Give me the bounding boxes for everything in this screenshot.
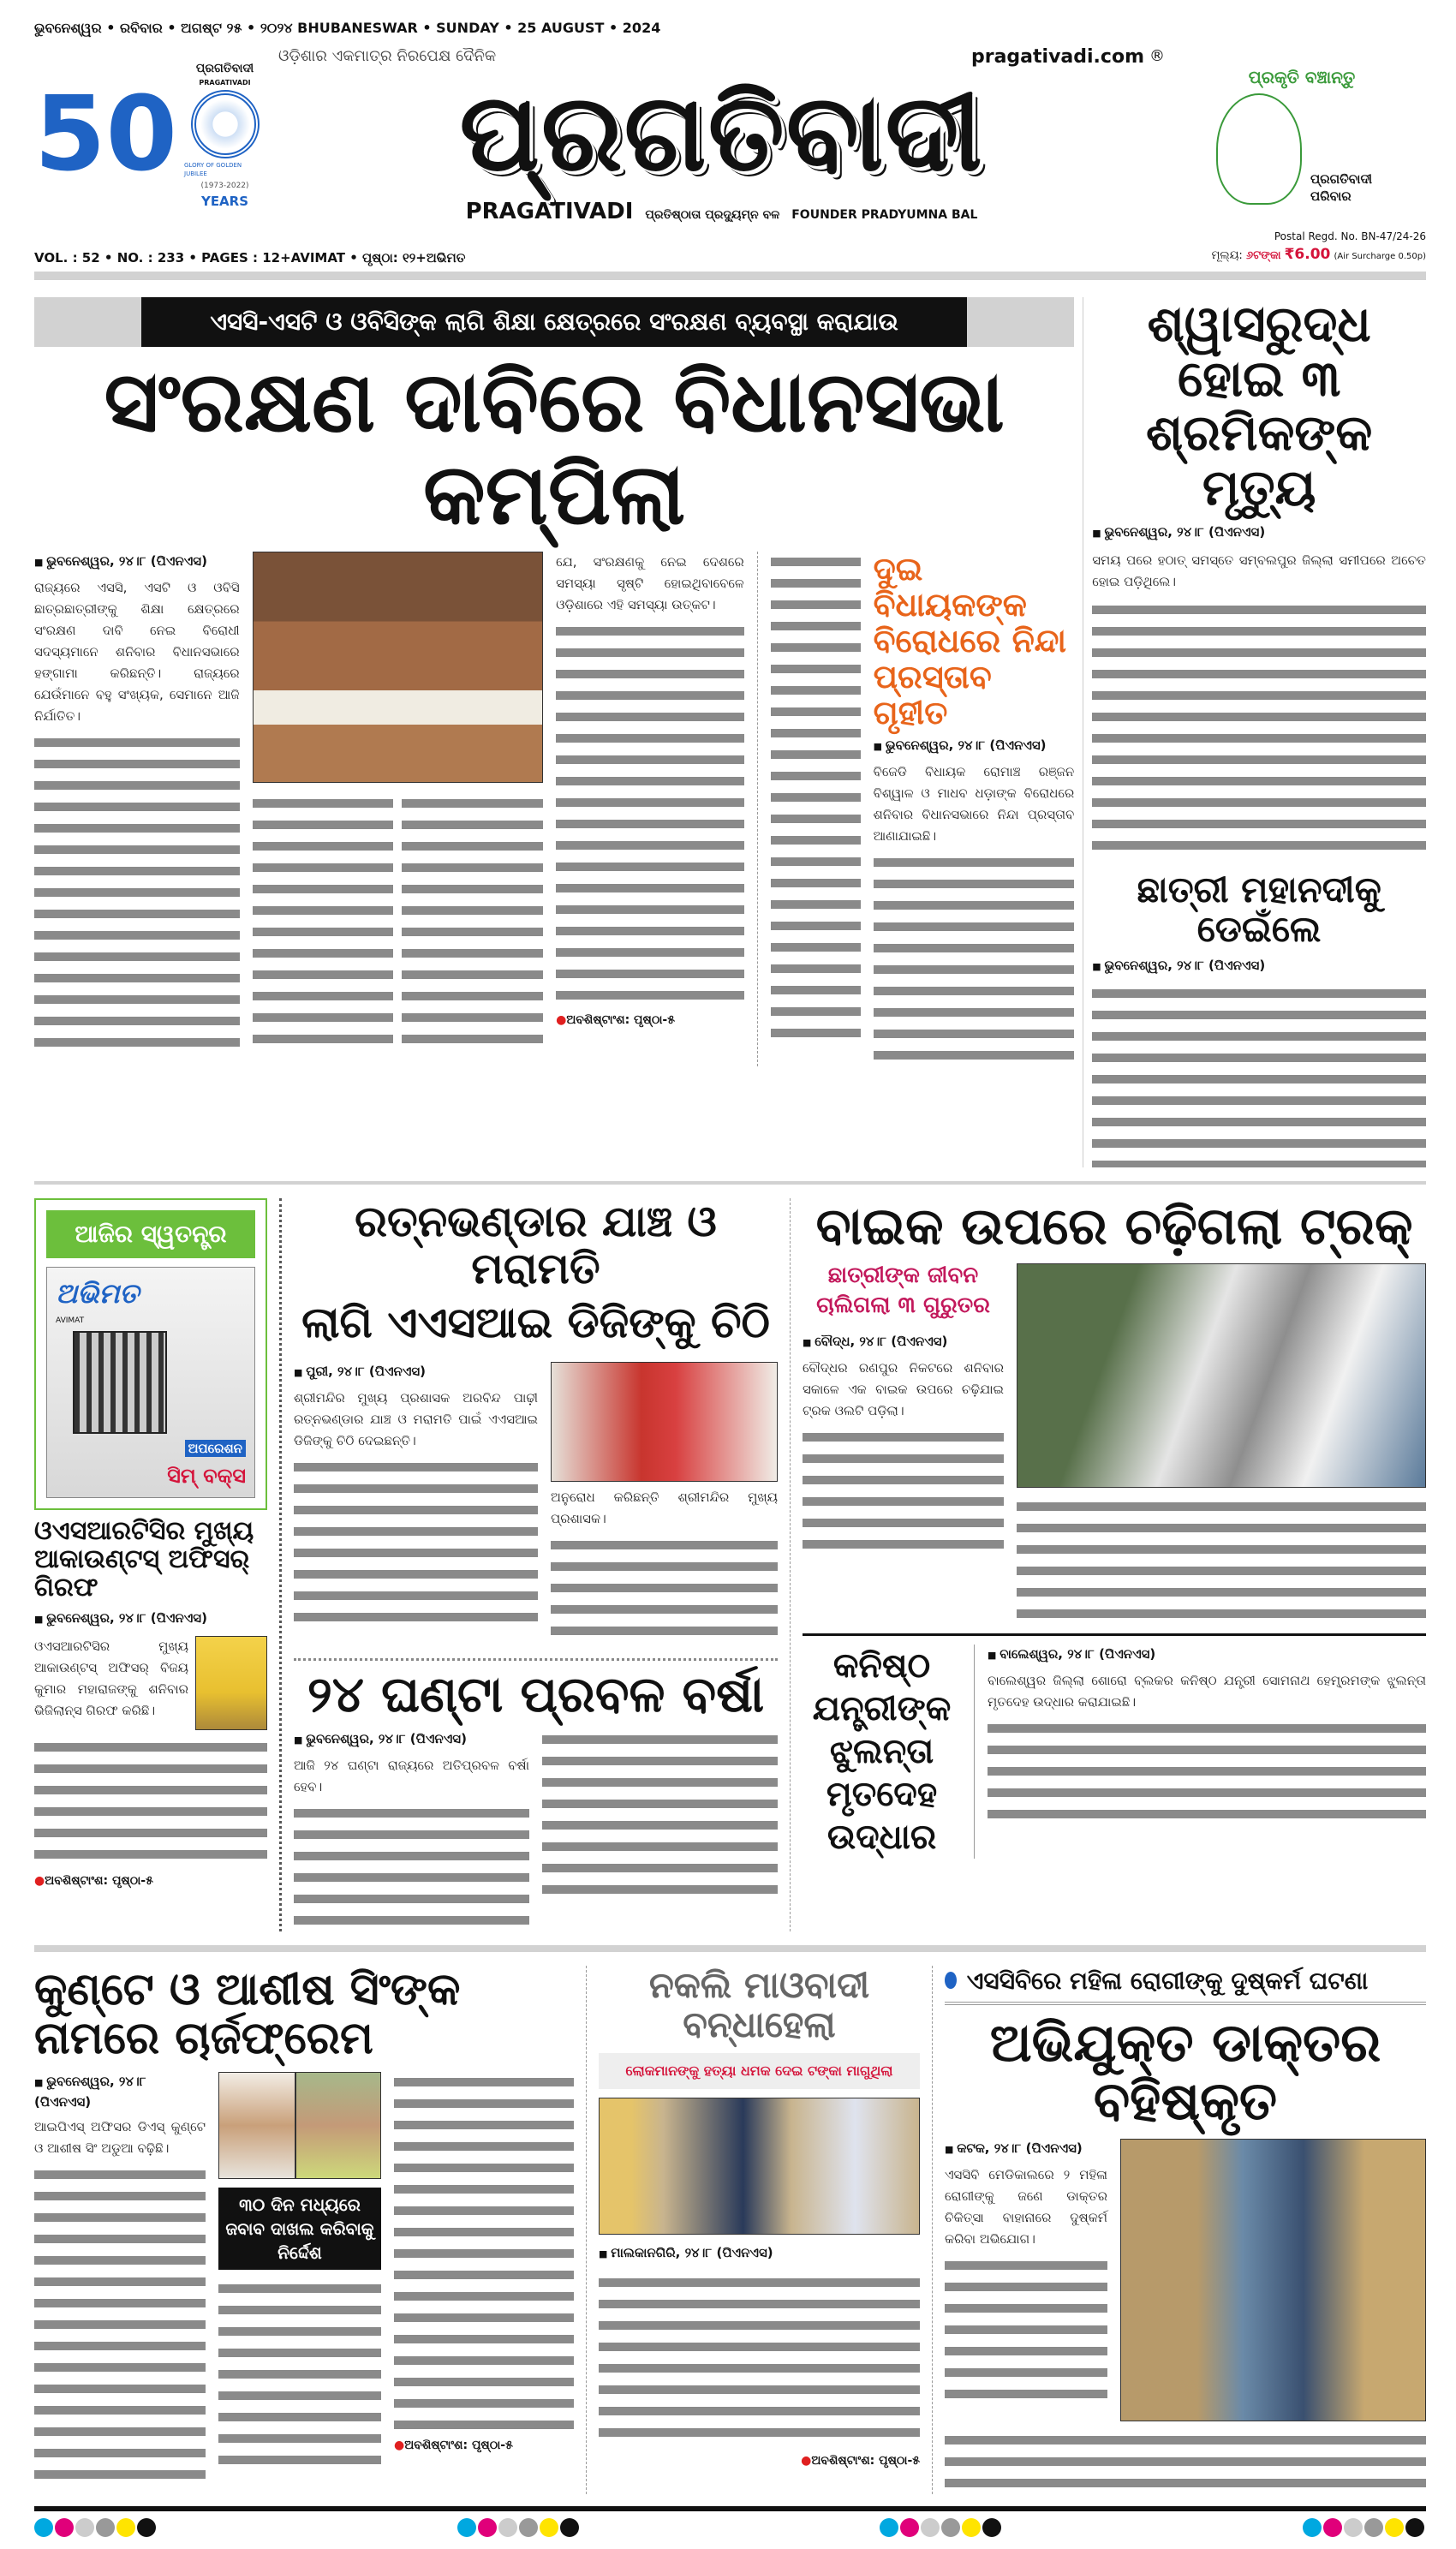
special-box[interactable]	[34, 1198, 267, 1510]
assembly-photo	[253, 552, 543, 783]
newspaper-title: ପ୍ରଗତିବାଦୀ	[459, 71, 984, 195]
maoist-callout: ଲୋକମାନଙ୍କୁ ହତ୍ୟା ଧମକ ଦେଇ ଟଙ୍କା ମାଗୁଥିଲା	[599, 2053, 920, 2089]
kunte-headline: କୁଣ୍ଟେ ଓ ଆଶୀଷ ସିଂଙ୍କ ନାମରେ ଚାର୍ଜଫ୍ରେମ	[34, 1964, 461, 2065]
bullet-icon	[945, 1972, 957, 1989]
column-divider	[974, 1645, 975, 1859]
lead-headline: ସଂରକ୍ଷଣ ଦାବିରେ ବିଧାନସଭା କମ୍ପିଲା	[104, 353, 1005, 544]
vol-row	[34, 230, 1426, 266]
left-column	[34, 1198, 267, 1931]
section-divider	[34, 1181, 1426, 1185]
rain-body-text	[294, 1803, 529, 1931]
kunte-body-text	[394, 2072, 574, 2432]
kunte-jump: ● ଅବଶିଷ୍ଟାଂଶ: ପୃଷ୍ଠା-୫	[394, 2437, 574, 2454]
truck-body: ବୌଦ୍ଧର ରଣପୁର ନିକଟରେ ଶନିବାର ସକାଳେ ଏକ ବାଇକ ଉପରେ ଚଢ଼ିଯାଇ ଟ୍ରକ ଓଲଟି ପଡ଼ିଲା।	[803, 1359, 1004, 1418]
kunte-body: ଆଇପିଏସ୍ ଅଫିସର ଡିଏସ୍ କୁଣ୍ଟେ ଓ ଆଶୀଷ ସିଂ ଅଡୁଆ ବଢ଼ିଛି।	[34, 2119, 206, 2157]
truck-story	[803, 1263, 1004, 1555]
scb-body-text	[945, 2255, 1107, 2409]
color-mark-set	[34, 2518, 158, 2540]
column-divider	[586, 1966, 587, 2494]
lead-dateline: ■ ଭୁବନେଶ୍ୱର, ୨୪।୮ (ପିଏନଏସ)	[34, 552, 240, 572]
ratna-rain-divider	[294, 1658, 778, 1661]
maoist-dateline: ■ ମାଲକାନଗିରି, ୨୪।୮ (ପିଏନଏସ)	[599, 2243, 920, 2264]
osrtc-body: ଓଏସଆରଟିସିର ମୁଖ୍ୟ ଆକାଉଣ୍ଟସ୍ ଅଫିସର୍ ବିଜୟ କୁମାର ମହାରାଜଙ୍କୁ ଶନିବାର ଭିଜିଲାନ୍ସ ଗିରଫ କରିଛି।	[34, 1639, 188, 1719]
accused-doctor-photo	[1120, 2139, 1426, 2421]
kunte-callout: ୩୦ ଦିନ ମଧ୍ୟରେ ଜବାବ ଦାଖଲ କରିବାକୁ ନିର୍ଦ୍ଦେଶ	[218, 2188, 381, 2270]
section-divider	[34, 1945, 1426, 1952]
workers-body-text	[1092, 600, 1426, 857]
osrtc-dateline: ■ ଭୁବନେଶ୍ୱର, ୨୪।୮ (ପିଏନଏସ)	[34, 1609, 267, 1629]
kunte-photo	[218, 2072, 295, 2179]
rain-dateline: ■ ଭୁବନେଶ୍ୱର, ୨୪।୮ (ପିଏନଏସ)	[294, 1729, 529, 1750]
censure-dateline: ■ ଭୁବନେଶ୍ୱର, ୨୪।୮ (ପିଏନଏସ)	[874, 736, 1075, 756]
scb-story	[945, 1966, 1426, 2494]
front-page	[34, 0, 1426, 2549]
kunte-story	[34, 1966, 574, 2494]
color-mark-set	[457, 2518, 581, 2540]
osrtc-body-text	[34, 1737, 267, 1865]
avimat-sub: AVIMAT	[56, 1316, 85, 1326]
lead-body-continued: ଯେ, ସଂରକ୍ଷଣକୁ ନେଇ ଦେଶରେ ସମସ୍ୟା ସୃଷ୍ଟି ହୋଇଥିବାବେଳେ ଓଡ଼ିଶାରେ ଏହି ସମସ୍ୟା ଉତ୍କଟ।	[556, 554, 744, 613]
engineer-body-text	[988, 1718, 1426, 1821]
masthead	[34, 46, 1426, 224]
tagline: ଓଡ଼ିଶାର ଏକମାତ୍ର ନିରପେକ୍ଷ ଦୈନିକ	[278, 47, 497, 65]
date-line: ଭୁବନେଶ୍ୱର • ରବିବାର • ଅଗଷ୍ଟ ୨୫ • ୨୦୨୪ BHUBANESWAR • SUNDAY • 25 AUGUST • 2024	[34, 20, 661, 36]
founder-en: FOUNDER PRADYUMNA BAL	[791, 207, 978, 222]
censure-body: ବିଜେଡି ବିଧାୟକ ରୋମାଞ୍ଚ ରଞ୍ଜନ ବିଶ୍ୱାଳ ଓ ମାଧବ ଧଡ଼ାଙ୍କ ବିରୋଧରେ ଶନିବାର ବିଧାନସଭାରେ ନିନ୍ଦା ପ୍ରସ୍ତାବ ଆଣାଯାଇଛି।	[873, 764, 1075, 845]
ratna-dateline: ■ ପୁରୀ, ୨୪।୮ (ପିଏନଏସ)	[294, 1362, 538, 1382]
price-block	[1212, 245, 1426, 266]
bottom-section	[34, 1966, 1426, 2494]
truck-headline: ବାଇକ ଉପରେ ଚଢ଼ିଗଲା ଟ୍ରକ୍	[815, 1197, 1413, 1257]
rain-body: ଆଜି ୨୪ ଘଣ୍ଟା ରାଜ୍ୟରେ ଅତିପ୍ରବଳ ବର୍ଷା ହେବ।	[294, 1758, 529, 1795]
jubilee-years-range: (1973-2022)	[200, 182, 249, 191]
jubilee-motto: GLORY OF GOLDEN JUBILEE	[184, 162, 242, 178]
founder-or: ପ୍ରତିଷ୍ଠାତା ପ୍ରଦ୍ୟୁମ୍ନ ବଳ	[645, 207, 780, 222]
column-divider	[790, 1198, 791, 1931]
truck-body-text	[1017, 1496, 1426, 1625]
registered-mark: ®	[1149, 47, 1165, 65]
workers-death-headline: ଶ୍ୱାସରୁଦ୍ଧ ହୋଇ ୩ ଶ୍ରମିକଙ୍କ ମୃତ୍ୟୁ	[1146, 294, 1373, 517]
plant-hand-icon	[1216, 93, 1302, 205]
ratna-press-photo	[551, 1362, 778, 1482]
jubilee-number: 50	[34, 75, 177, 194]
truck-column	[803, 1198, 1426, 1931]
ratna-story	[294, 1362, 538, 1628]
truck-subhead-1: ଛାତ୍ରୀଙ୍କ ଜୀବନ	[827, 1263, 979, 1289]
scb-kicker-text: ଏସସିବିରେ ମହିଳା ରୋଗୀଙ୍କୁ ଦୁଷ୍କର୍ମ ଘଟଣା	[966, 1967, 1369, 1996]
nameplate	[278, 46, 1165, 224]
osrtc-jump: ● ଅବଶିଷ୍ଟାଂଶ: ପୃଷ୍ଠା-୫	[34, 1872, 267, 1889]
jubilee-years: YEARS	[200, 194, 249, 210]
column-divider	[279, 1198, 282, 1931]
lead-body-col1	[34, 552, 240, 1054]
color-mark-set	[880, 2518, 1003, 2540]
title-en: PRAGATIVADI	[465, 198, 634, 224]
postal-reg: Postal Regd. No. BN-47/24-26	[1274, 230, 1426, 242]
lead-columns	[34, 552, 1074, 1066]
price-or: ୬ଟଙ୍କା	[1245, 248, 1281, 262]
rain-headline: ୨୪ ଘଣ୍ଟା ପ୍ରବଳ ବର୍ଷା	[307, 1665, 765, 1724]
engineer-body: ବାଲେଶ୍ୱର ଜିଲ୍ଲା ଶୋରୋ ବ୍ଲକର କନିଷ୍ଠ ଯନ୍ତ୍ରୀ ସୋମନାଥ ହେମ୍ବ୍ରମଙ୍କ ଝୁଲନ୍ତା ମୃତଦେହ ଉଦ୍ଧାର କରାଯାଇଛି।	[988, 1673, 1426, 1710]
truck-engineer-divider	[803, 1633, 1426, 1636]
lead-body: ରାଜ୍ୟରେ ଏସସି, ଏସଟି ଓ ଓବିସି ଛାତ୍ରଛାତ୍ରୀଙ୍କୁ ଶିକ୍ଷା କ୍ଷେତ୍ରରେ ସଂରକ୍ଷଣ ଦାବି ନେଇ ବିରୋଧୀ ସଦସ୍ୟମାନେ ଶନିବାର ବିଧାନସଭାରେ ହଙ୍ଗାମା କରିଛନ୍ତି। ରାଜ୍ୟରେ ଯେଉଁମାନେ ବହୁ ସଂଖ୍ୟକ, ସେମାନେ ଆଜି ନିର୍ଯାତିତ।	[34, 580, 240, 725]
lead-sidebar	[771, 552, 861, 1048]
ratna-body-text	[294, 1457, 538, 1628]
lead-kicker-band	[34, 297, 1074, 347]
ratna-body: ଶ୍ରୀମନ୍ଦିର ମୁଖ୍ୟ ପ୍ରଶାସକ ଅରବିନ୍ଦ ପାଢ଼ୀ ରତ୍ନଭଣ୍ଡାର ଯାଞ୍ଚ ଓ ମରାମତି ପାଇଁ ଏଏସଆଇ ଡିଜିଙ୍କୁ ଚିଠି ଦେଇଛନ୍ତି।	[294, 1390, 538, 1449]
truck-accident-photo	[1017, 1263, 1426, 1488]
price: ₹6.00	[1284, 245, 1331, 263]
jubilee-brand: ପ୍ରଗତିବାଦୀ	[195, 62, 254, 76]
jubilee-brand-en: PRAGATIVADI	[199, 79, 251, 87]
nature-family: ପ୍ରଗତିବାଦୀ ପରିବାର	[1310, 170, 1373, 204]
kunte-dateline: ■ ଭୁବନେଶ୍ୱର, ୨୪।୮ (ପିଏନଏସ)	[34, 2072, 206, 2111]
workers-dateline: ■ ଭୁବନେଶ୍ୱର, ୨୪।୮ (ପିଏନଏସ)	[1092, 522, 1426, 543]
ratna-body-text	[551, 1535, 778, 1646]
sim-box-illustration	[73, 1331, 167, 1434]
maoist-arrest-photo	[599, 2098, 920, 2235]
kunte-body-text	[34, 2164, 206, 2490]
censure-body-text	[874, 852, 1075, 1066]
special-label: ଆଜିର ସ୍ୱତନ୍ତ୍ର	[46, 1210, 255, 1258]
osrtc-headline: ଓଏସଆରଟିସିର ମୁଖ୍ୟ ଆକାଉଣ୍ଟସ୍ ଅଫିସର୍ ଗିରଫ	[34, 1516, 254, 1603]
student-body-text	[1092, 983, 1426, 1167]
lead-body-text	[34, 732, 240, 1054]
kunte-body-text	[218, 2278, 381, 2475]
column-divider	[932, 1966, 933, 2494]
workers-body: ସମୟ ପରେ ହଠାତ୍ ସମସ୍ତେ ସମ୍ବଲପୁର ଜିଲ୍ଲା ସମୀପରେ ଅଚେତ ହୋଇ ପଡ଼ିଥିଲେ।	[1092, 552, 1426, 589]
column-divider	[757, 552, 758, 1066]
ratna-headline-2: ଲାଗି ଏଏସଆଇ ଡିଜିଙ୍କୁ ଚିଠି	[301, 1298, 770, 1348]
ratna-headline-1: ରତ୍ନଭଣ୍ଡାର ଯାଞ୍ଚ ଓ ମରାମତି	[355, 1197, 717, 1294]
right-column	[1092, 294, 1426, 1168]
kunte-col3	[394, 2072, 574, 2454]
lead-kicker: ଏସସି-ଏସଟି ଓ ଓବିସିଙ୍କ ଲାଗି ଶିକ୍ଷା କ୍ଷେତ୍ରରେ ସଂରକ୍ଷଣ ବ୍ୟବସ୍ଥା କରାଯାଉ	[141, 297, 967, 347]
officer-photo	[195, 1636, 267, 1730]
lead-body-text	[771, 552, 861, 1048]
registration-marks	[34, 2518, 1426, 2549]
golden-jubilee-logo	[34, 61, 266, 209]
lead-photo-col	[253, 552, 543, 1046]
color-mark-set	[1303, 2518, 1426, 2540]
lead-story	[34, 297, 1074, 1168]
website: pragativadi.com	[970, 46, 1144, 68]
scb-body: ଏସସିବି ମେଡିକାଲରେ ୨ ମହିଳା ରୋଗୀଙ୍କୁ ଜଣେ ଡାକ୍ତର ଚିକିତ୍ସା ବାହାନାରେ ଦୁଷ୍କର୍ମ କରିବା ଅଭିଯୋଗ।	[945, 2167, 1107, 2248]
nature-logo	[1178, 66, 1426, 205]
avimat-cover[interactable]	[46, 1267, 255, 1498]
surcharge: (Air Surcharge 0.50p)	[1334, 251, 1426, 261]
censure-story	[874, 552, 1075, 1066]
ashish-singh-photo	[295, 2072, 381, 2179]
maoist-headline: ନକଲି ମାଓବାଦୀ ବନ୍ଧାହେଲା	[648, 1964, 870, 2046]
engineer-story	[988, 1645, 1426, 1821]
rain-body-text	[542, 1729, 778, 1901]
lead-body-text	[556, 621, 744, 1006]
maoist-body-text	[599, 2272, 920, 2444]
maoist-jump: ● ଅବଶିଷ୍ଟାଂଶ: ପୃଷ୍ଠା-୫	[599, 2452, 920, 2469]
lead-body-col3	[402, 793, 543, 1046]
truck-body-text	[803, 1427, 1004, 1555]
footer-bar	[34, 2506, 1426, 2511]
jubilee-emblem	[191, 90, 260, 158]
cover-tag1: ଅପରେଶନ	[185, 1440, 246, 1457]
price-label: ମୂଲ୍ୟ:	[1211, 248, 1246, 262]
nature-slogan: ପ୍ରକୃତି ବଞ୍ଚାନ୍ତୁ	[1248, 66, 1356, 87]
rain-story	[294, 1729, 529, 1931]
truck-subhead-2: ଚାଲିଗଲା ୩ ଗୁରୁତର	[816, 1292, 990, 1318]
lead-body-col4	[556, 552, 744, 1029]
scb-kicker	[945, 1966, 1426, 2005]
truck-dateline: ■ ବୌଦ୍ଧ, ୨୪।୮ (ପିଏନଏସ)	[803, 1332, 1004, 1352]
lead-section	[34, 294, 1426, 1168]
student-dateline: ■ ଭୁବନେଶ୍ୱର, ୨୪।୮ (ପିଏନଏସ)	[1092, 956, 1426, 976]
maoist-story	[599, 1966, 920, 2494]
lead-body-col2	[253, 793, 394, 1046]
scb-body-text	[945, 2430, 1426, 2494]
vol-line: VOL. : 52 • NO. : 233 • PAGES : 12+AVIMAT • ପୃଷ୍ଠା: ୧୨+ଅଭିମତ	[34, 249, 466, 266]
censure-headline: ଦୁଇ ବିଧାୟକଙ୍କ ବିରୋଧରେ ନିନ୍ଦା ପ୍ରସ୍ତାବ ଗୃହୀତ	[873, 550, 1067, 731]
student-mahanadi-headline: ଛାତ୍ରୀ ମହାନଦୀକୁ ଡେଇଁଲେ	[1137, 868, 1381, 951]
ratna-body-continued: ଅନୁରୋଧ କରିଛନ୍ତି ଶ୍ରୀମନ୍ଦିର ମୁଖ୍ୟ ପ୍ରଶାସକ।	[551, 1489, 778, 1527]
cover-tag2: ସିମ୍ ବକ୍ସ	[167, 1464, 246, 1489]
masthead-divider	[34, 272, 1426, 280]
scb-dateline: ■ କଟକ, ୨୪।୮ (ପିଏନଏସ)	[945, 2139, 1107, 2159]
ratna-story-col2	[551, 1362, 778, 1646]
engineer-headline: କନିଷ୍ଠ ଯନ୍ତ୍ରୀଙ୍କ ଝୁଲନ୍ତା ମୃତଦେହ ଉଦ୍ଧାର	[812, 1646, 952, 1858]
middle-section	[34, 1198, 1426, 1931]
scb-headline: ଅଭିଯୁକ୍ତ ଡାକ୍ତର ବହିଷ୍କୃତ	[989, 2011, 1381, 2133]
engineer-dateline: ■ ବାଲେଶ୍ୱର, ୨୪।୮ (ପିଏନଏସ)	[988, 1645, 1426, 1665]
lead-jump: ● ଅବଶିଷ୍ଟାଂଶ: ପୃଷ୍ଠା-୫	[556, 1012, 744, 1029]
ratna-rain-column	[294, 1198, 778, 1931]
avimat-title: ଅଭିମତ	[56, 1277, 140, 1310]
